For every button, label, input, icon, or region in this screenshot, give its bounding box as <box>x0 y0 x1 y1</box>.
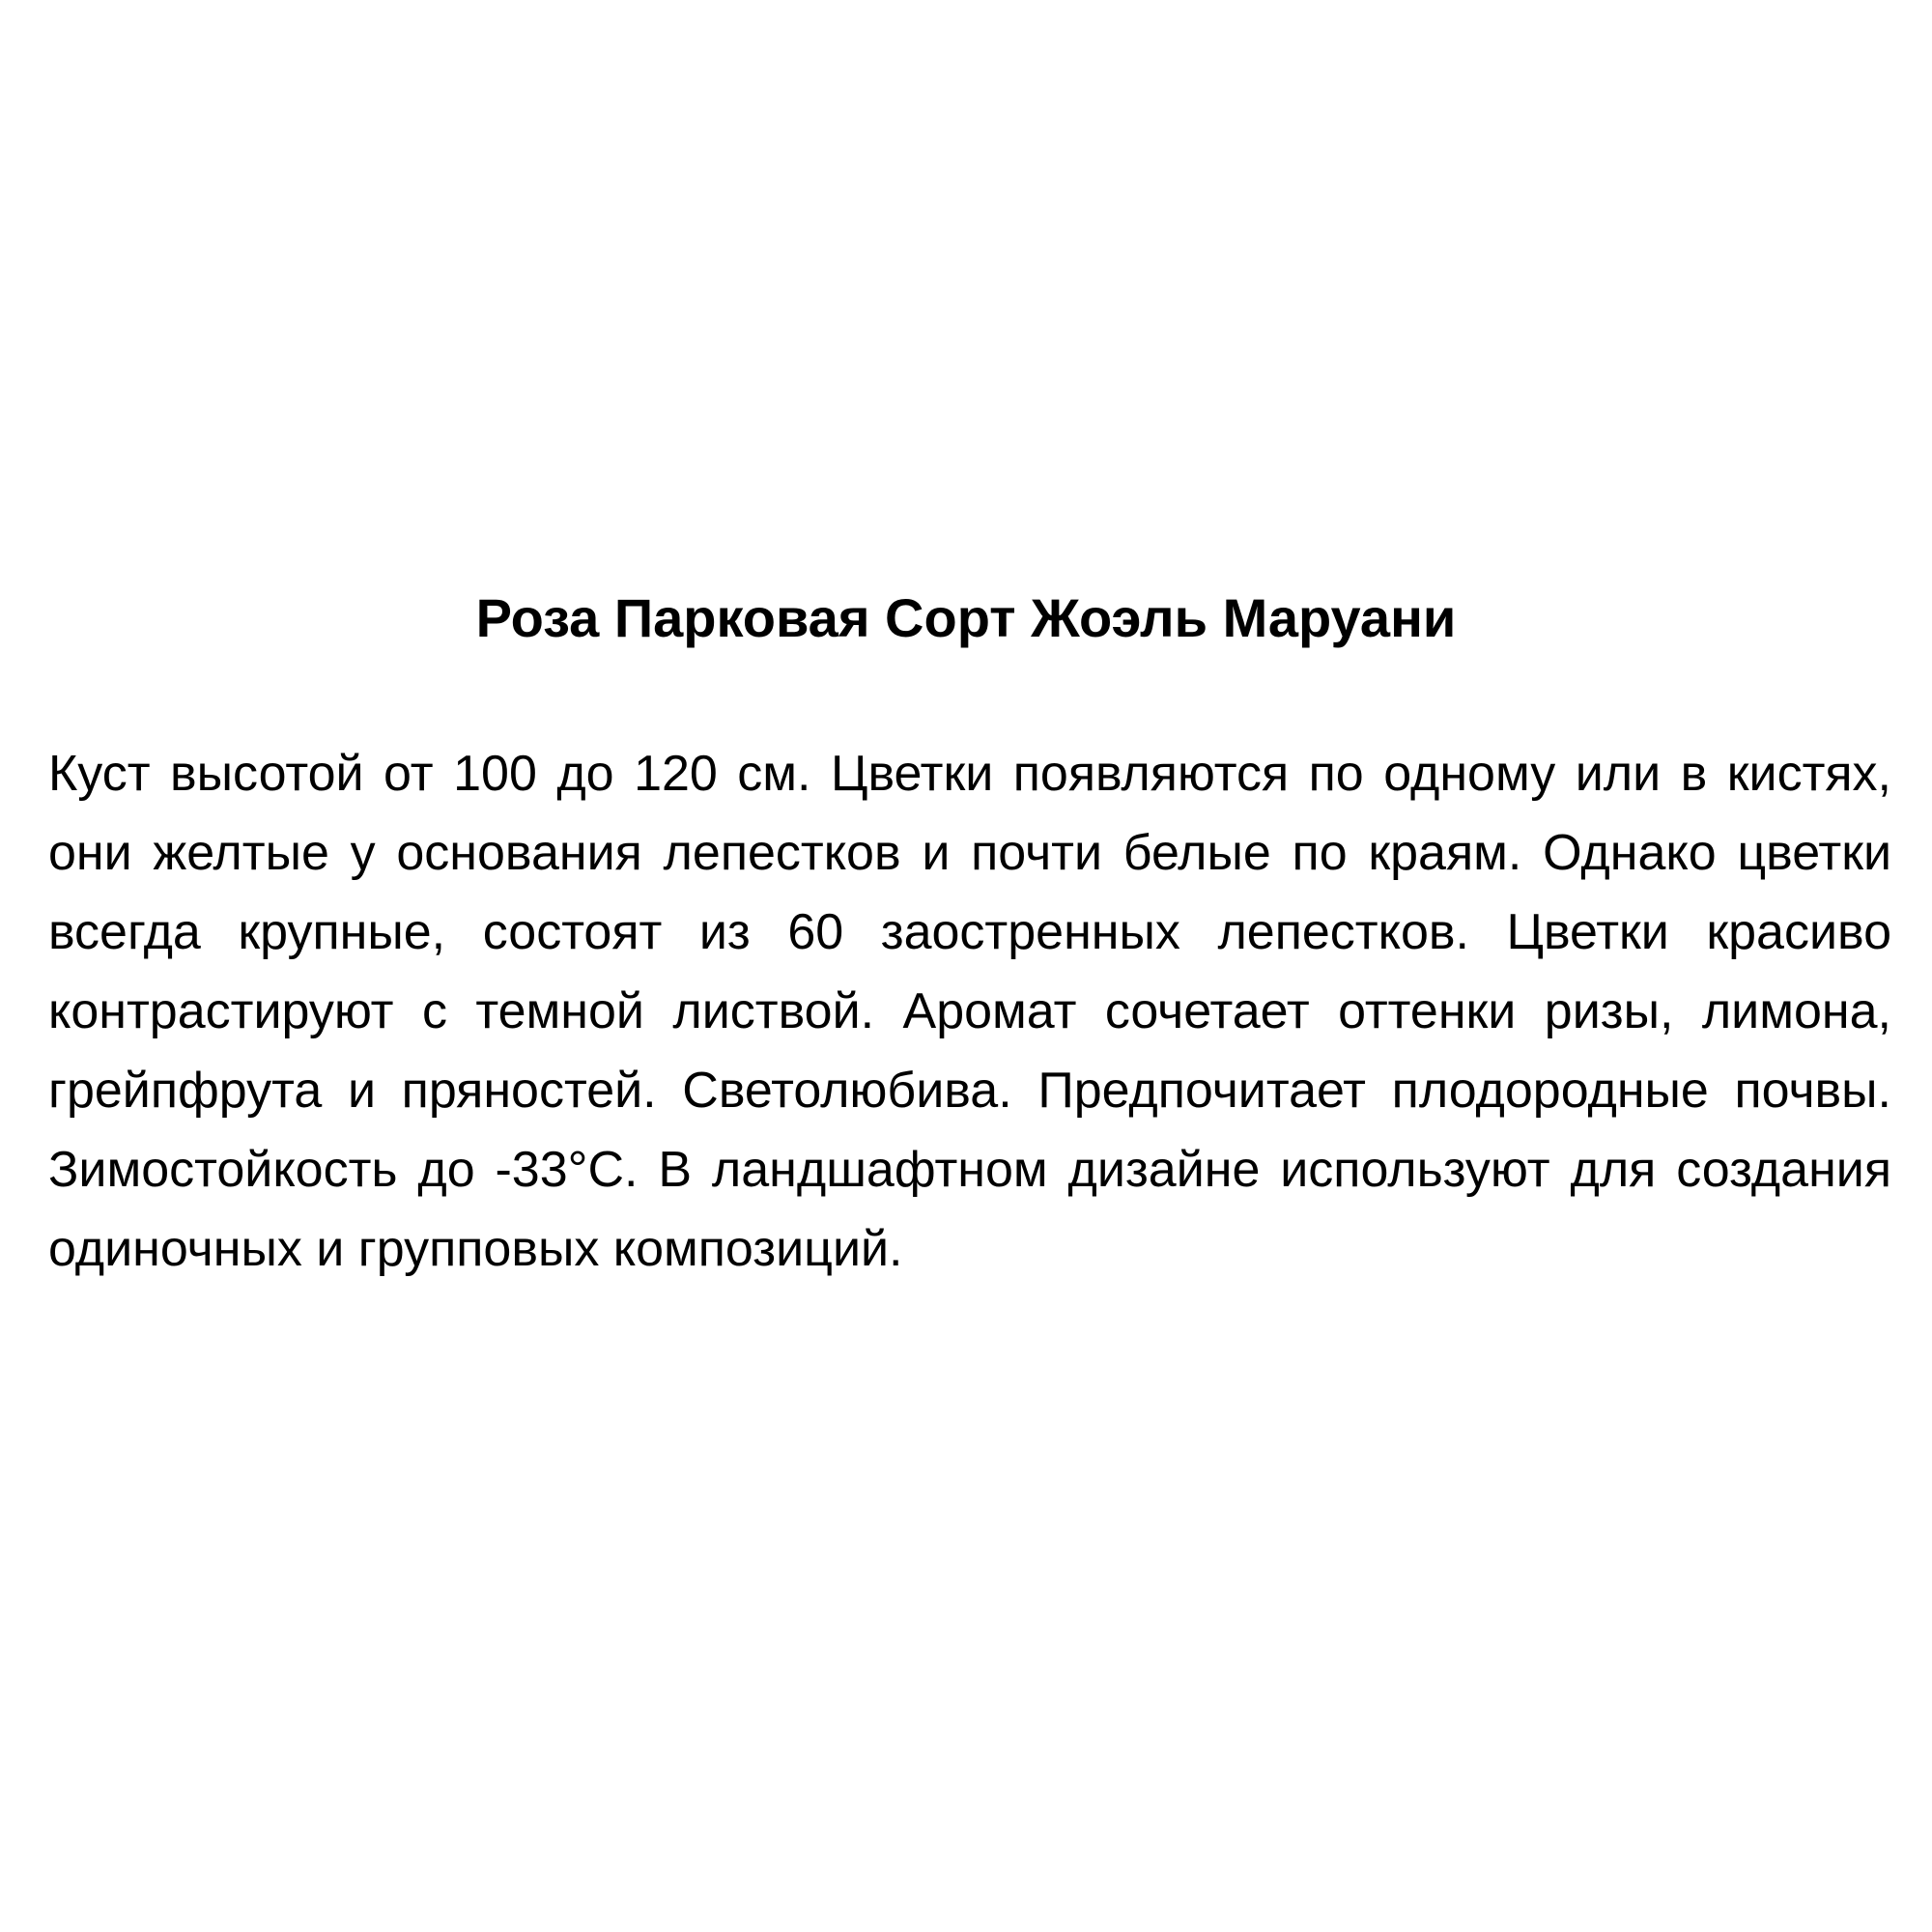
document-title: Роза Парковая Сорт Жоэль Маруани <box>475 587 1457 648</box>
document-body: Куст высотой от 100 до 120 см. Цветки появляются по одному или в кистях, они желтые у основания лепестков и почти белые по краям. Однако цветки всегда крупные, состоят из 60 заостренных лепестков. Цветки красиво контрастируют с темной листвой. Аромат сочетает оттенки ризы, лимона, грейпфрута и пряностей. Светолюбива. Предпочитает плодородные почвы. Зимостойкость до -33°С. В ландшафтном дизайне используют для создания одиночных и групповых композиций. <box>48 746 1891 1277</box>
